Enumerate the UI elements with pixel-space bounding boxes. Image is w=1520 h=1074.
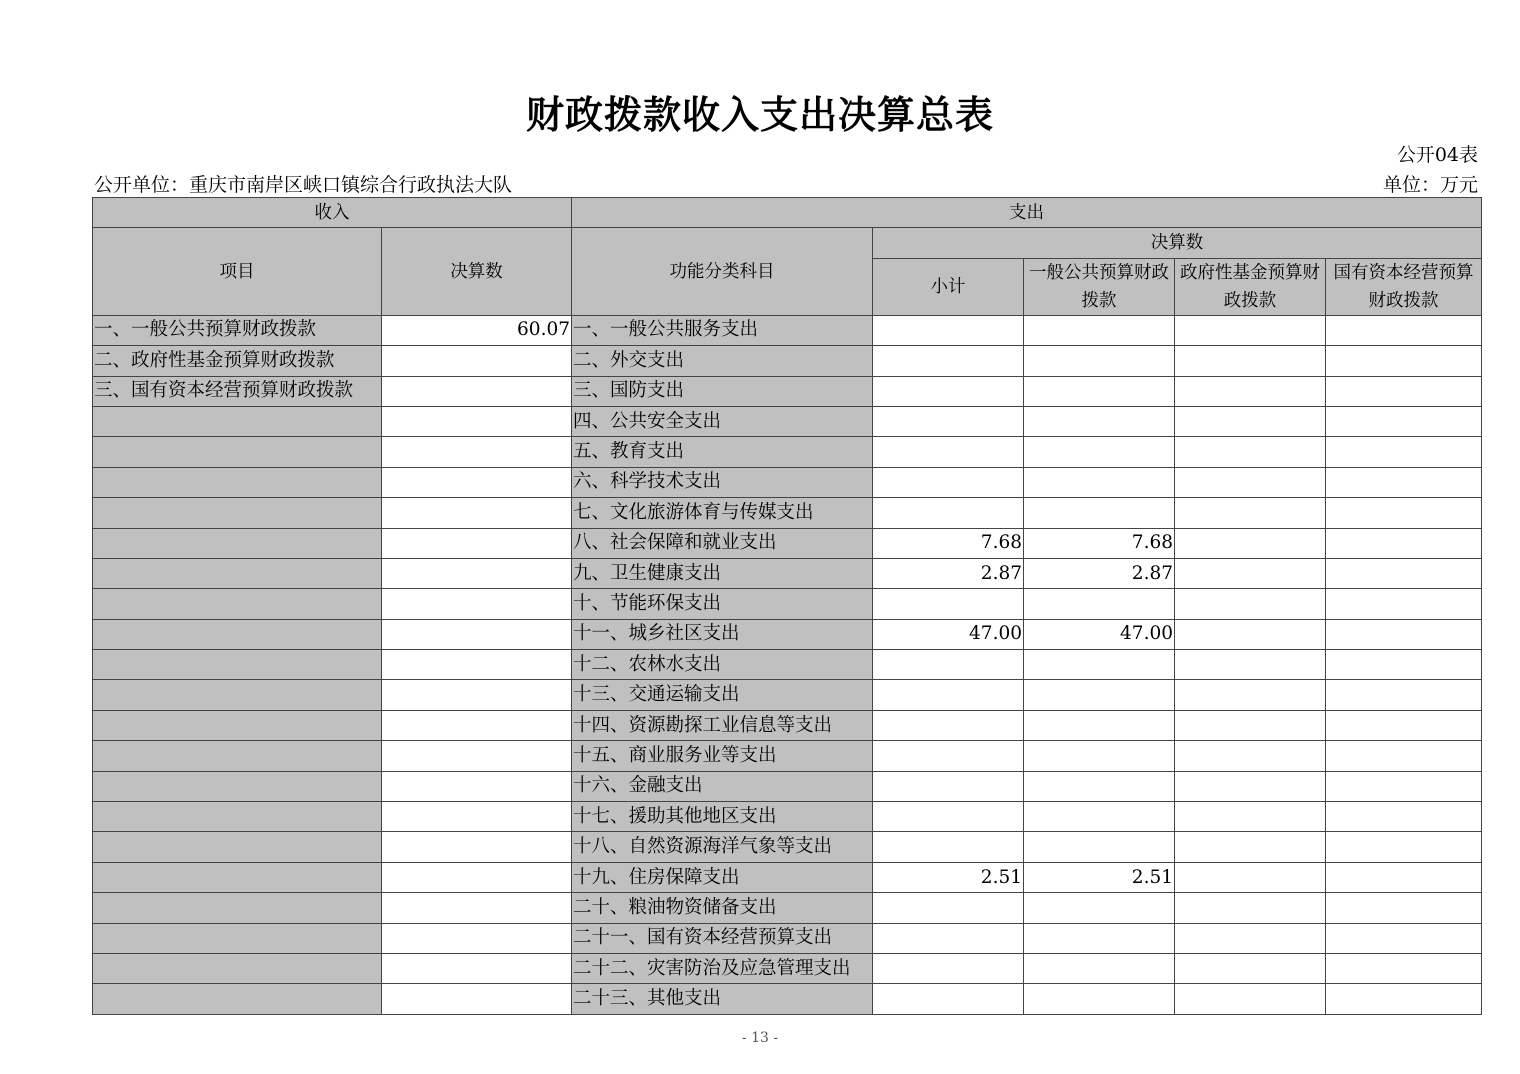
income-item (93, 771, 382, 801)
income-item (93, 619, 382, 649)
expense-item: 九、卫生健康支出 (572, 558, 873, 588)
table-row (93, 376, 1482, 406)
income-amount (382, 862, 572, 892)
expense-general (1024, 802, 1175, 832)
expense-gov-fund (1175, 710, 1326, 740)
expense-item: 十七、援助其他地区支出 (572, 802, 873, 832)
expense-state-capital (1326, 589, 1482, 619)
expense-state-capital (1326, 984, 1482, 1014)
income-amount (382, 832, 572, 862)
expense-item: 四、公共安全支出 (572, 406, 873, 436)
header-final: 决算数 (873, 228, 1482, 258)
income-item (93, 650, 382, 680)
income-item (93, 467, 382, 497)
income-item: 二、政府性基金预算财政拨款 (93, 346, 382, 376)
table-row (93, 680, 1482, 710)
expense-state-capital (1326, 437, 1482, 467)
expense-item: 二十三、其他支出 (572, 984, 873, 1014)
table-row (93, 346, 1482, 376)
expense-gov-fund (1175, 406, 1326, 436)
expense-subtotal (873, 467, 1024, 497)
expense-general (1024, 984, 1175, 1014)
income-item: 三、国有资本经营预算财政拨款 (93, 376, 382, 406)
reporting-unit: 公开单位：重庆市南岸区峡口镇综合行政执法大队 (94, 174, 513, 196)
income-item (93, 862, 382, 892)
income-item (93, 589, 382, 619)
expense-item: 二、外交支出 (572, 346, 873, 376)
expense-item: 十二、农林水支出 (572, 650, 873, 680)
expense-general (1024, 376, 1175, 406)
header-gov-fund: 政府性基金预算财政拨款 (1175, 258, 1326, 315)
expense-state-capital (1326, 953, 1482, 983)
expense-subtotal: 7.68 (873, 528, 1024, 558)
expense-item: 三、国防支出 (572, 376, 873, 406)
expense-state-capital (1326, 498, 1482, 528)
expense-state-capital (1326, 802, 1482, 832)
table-row (93, 406, 1482, 436)
table-row (93, 467, 1482, 497)
expense-subtotal (873, 346, 1024, 376)
page-title: 财政拨款收入支出决算总表 (525, 93, 994, 137)
table-row (93, 710, 1482, 740)
expense-general (1024, 467, 1175, 497)
table-row (93, 528, 1482, 558)
expense-state-capital (1326, 832, 1482, 862)
expense-state-capital (1326, 376, 1482, 406)
expense-gov-fund (1175, 467, 1326, 497)
expense-state-capital (1326, 893, 1482, 923)
income-amount (382, 467, 572, 497)
expense-subtotal (873, 832, 1024, 862)
expense-subtotal: 2.87 (873, 558, 1024, 588)
expense-general (1024, 741, 1175, 771)
expense-item: 二十一、国有资本经营预算支出 (572, 923, 873, 953)
expense-gov-fund (1175, 437, 1326, 467)
income-item (93, 710, 382, 740)
expense-general: 2.51 (1024, 862, 1175, 892)
income-item (93, 406, 382, 436)
income-amount (382, 619, 572, 649)
expense-subtotal (873, 315, 1024, 345)
expense-general (1024, 589, 1175, 619)
income-item (93, 528, 382, 558)
expense-state-capital (1326, 771, 1482, 801)
table-row (93, 589, 1482, 619)
income-amount (382, 710, 572, 740)
expense-item: 六、科学技术支出 (572, 467, 873, 497)
expense-item: 七、文化旅游体育与传媒支出 (572, 498, 873, 528)
income-item (93, 802, 382, 832)
table-row (93, 437, 1482, 467)
expense-gov-fund (1175, 893, 1326, 923)
table-row (93, 862, 1482, 892)
expense-state-capital (1326, 528, 1482, 558)
expense-gov-fund (1175, 771, 1326, 801)
expense-general (1024, 771, 1175, 801)
expense-state-capital (1326, 467, 1482, 497)
expense-subtotal (873, 893, 1024, 923)
expense-general (1024, 650, 1175, 680)
table-row (93, 953, 1482, 983)
expense-subtotal (873, 953, 1024, 983)
income-amount (382, 680, 572, 710)
expense-subtotal (873, 923, 1024, 953)
header-state-capital: 国有资本经营预算财政拨款 (1326, 258, 1482, 315)
expense-subtotal (873, 650, 1024, 680)
expense-gov-fund (1175, 741, 1326, 771)
expense-gov-fund (1175, 862, 1326, 892)
header-general: 一般公共预算财政拨款 (1024, 258, 1175, 315)
income-amount (382, 923, 572, 953)
expense-subtotal (873, 984, 1024, 1014)
expense-general (1024, 346, 1175, 376)
expense-subtotal (873, 437, 1024, 467)
table-row (93, 741, 1482, 771)
income-amount (382, 376, 572, 406)
income-item (93, 741, 382, 771)
expense-item: 二十、粮油物资储备支出 (572, 893, 873, 923)
expense-general: 47.00 (1024, 619, 1175, 649)
expense-item: 十五、商业服务业等支出 (572, 741, 873, 771)
expense-item: 一、一般公共服务支出 (572, 315, 873, 345)
expense-state-capital (1326, 680, 1482, 710)
expense-gov-fund (1175, 953, 1326, 983)
income-amount (382, 893, 572, 923)
expense-state-capital (1326, 862, 1482, 892)
expense-item: 十六、金融支出 (572, 771, 873, 801)
expense-general (1024, 893, 1175, 923)
expense-item: 十、节能环保支出 (572, 589, 873, 619)
table-row (93, 315, 1482, 345)
income-item (93, 893, 382, 923)
expense-subtotal (873, 680, 1024, 710)
expense-gov-fund (1175, 346, 1326, 376)
expense-general (1024, 406, 1175, 436)
table-row (93, 923, 1482, 953)
expense-item: 十三、交通运输支出 (572, 680, 873, 710)
expense-state-capital (1326, 558, 1482, 588)
page-number: - 13 - (741, 1030, 779, 1046)
income-amount (382, 741, 572, 771)
expense-item: 十九、住房保障支出 (572, 862, 873, 892)
expense-item: 五、教育支出 (572, 437, 873, 467)
income-amount (382, 802, 572, 832)
expense-subtotal (873, 406, 1024, 436)
expense-subtotal (873, 771, 1024, 801)
income-amount (382, 346, 572, 376)
income-amount (382, 437, 572, 467)
income-amount (382, 771, 572, 801)
expense-gov-fund (1175, 498, 1326, 528)
expense-state-capital (1326, 346, 1482, 376)
expense-subtotal: 47.00 (873, 619, 1024, 649)
expense-state-capital (1326, 619, 1482, 649)
expense-state-capital (1326, 710, 1482, 740)
expense-general (1024, 953, 1175, 983)
table-row (93, 893, 1482, 923)
expense-gov-fund (1175, 589, 1326, 619)
expense-general (1024, 710, 1175, 740)
expense-gov-fund (1175, 802, 1326, 832)
expense-subtotal (873, 802, 1024, 832)
expense-general (1024, 315, 1175, 345)
income-amount (382, 650, 572, 680)
expense-gov-fund (1175, 558, 1326, 588)
header-subtotal: 小计 (873, 258, 1024, 315)
expense-subtotal (873, 498, 1024, 528)
expense-general (1024, 680, 1175, 710)
income-item (93, 558, 382, 588)
expense-gov-fund (1175, 376, 1326, 406)
appropriation-table (92, 197, 1482, 1015)
expense-gov-fund (1175, 528, 1326, 558)
expense-subtotal (873, 710, 1024, 740)
expense-gov-fund (1175, 832, 1326, 862)
expense-item: 八、社会保障和就业支出 (572, 528, 873, 558)
income-item (93, 953, 382, 983)
table-row (93, 802, 1482, 832)
table-row (93, 619, 1482, 649)
expense-subtotal: 2.51 (873, 862, 1024, 892)
table-row (93, 832, 1482, 862)
income-amount (382, 953, 572, 983)
income-amount (382, 589, 572, 619)
expense-subtotal (873, 589, 1024, 619)
income-item (93, 437, 382, 467)
expense-general: 7.68 (1024, 528, 1175, 558)
table-row (93, 558, 1482, 588)
expense-general (1024, 923, 1175, 953)
header-item: 项目 (93, 228, 382, 315)
table-row (93, 498, 1482, 528)
expense-gov-fund (1175, 315, 1326, 345)
expense-gov-fund (1175, 680, 1326, 710)
expense-general (1024, 498, 1175, 528)
expense-subtotal (873, 376, 1024, 406)
expense-general (1024, 832, 1175, 862)
income-item (93, 984, 382, 1014)
expense-state-capital (1326, 650, 1482, 680)
table-row (93, 984, 1482, 1014)
expense-state-capital (1326, 923, 1482, 953)
expense-item: 十四、资源勘探工业信息等支出 (572, 710, 873, 740)
income-amount (382, 558, 572, 588)
table-code: 公开04表 (1396, 144, 1478, 166)
income-amount (382, 984, 572, 1014)
expense-item: 二十二、灾害防治及应急管理支出 (572, 953, 873, 983)
income-item: 一、一般公共预算财政拨款 (93, 315, 382, 345)
expense-general (1024, 437, 1175, 467)
expense-gov-fund (1175, 619, 1326, 649)
expense-subtotal (873, 741, 1024, 771)
table-row (93, 771, 1482, 801)
header-income: 收入 (93, 198, 572, 228)
income-item (93, 680, 382, 710)
expense-state-capital (1326, 741, 1482, 771)
expense-gov-fund (1175, 984, 1326, 1014)
expense-gov-fund (1175, 650, 1326, 680)
income-item (93, 498, 382, 528)
expense-item: 十一、城乡社区支出 (572, 619, 873, 649)
expense-gov-fund (1175, 923, 1326, 953)
income-amount (382, 528, 572, 558)
expense-item: 十八、自然资源海洋气象等支出 (572, 832, 873, 862)
expense-state-capital (1326, 406, 1482, 436)
header-amount: 决算数 (382, 228, 572, 315)
currency-unit: 单位：万元 (1382, 174, 1478, 196)
income-amount (382, 498, 572, 528)
header-function: 功能分类科目 (572, 228, 873, 315)
header-expense: 支出 (572, 198, 1482, 228)
income-amount (382, 406, 572, 436)
expense-general: 2.87 (1024, 558, 1175, 588)
expense-state-capital (1326, 315, 1482, 345)
income-item (93, 832, 382, 862)
table-row (93, 650, 1482, 680)
income-amount: 60.07 (382, 315, 572, 345)
income-item (93, 923, 382, 953)
